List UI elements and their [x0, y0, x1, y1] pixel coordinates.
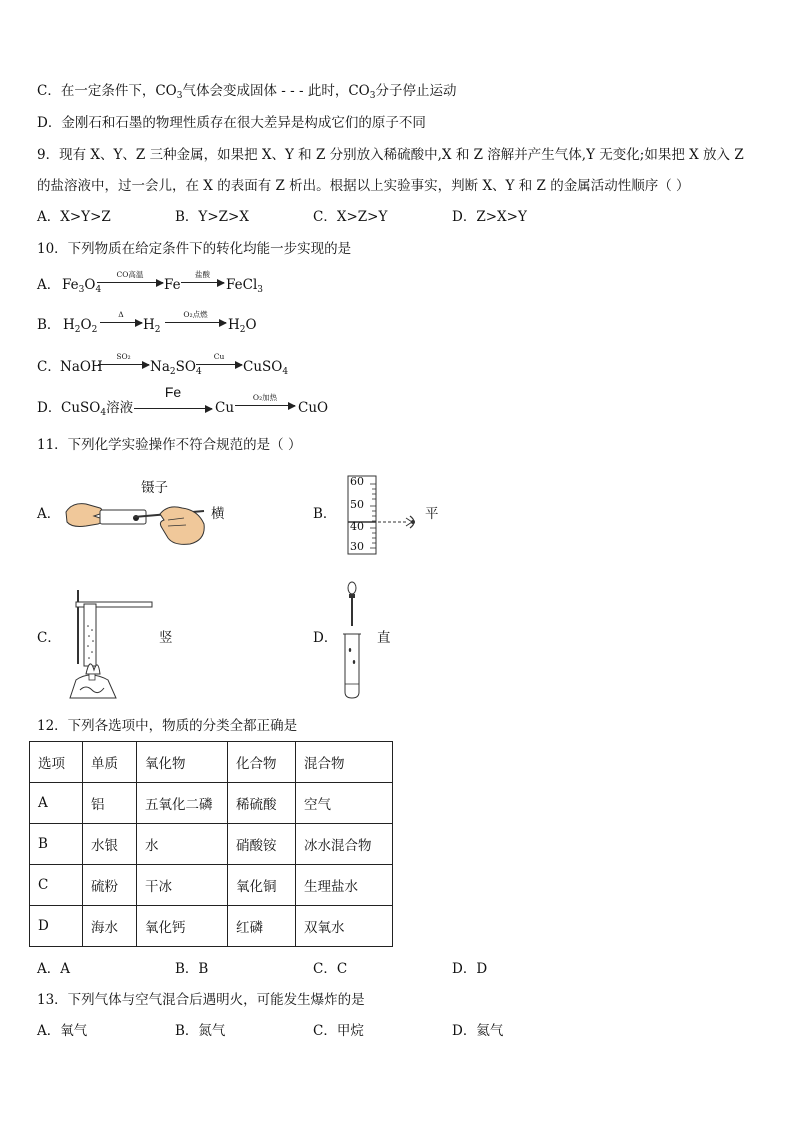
- q13-option-c: C．甲烷: [313, 1023, 364, 1039]
- q11-b-tick-60: 60: [350, 475, 364, 488]
- q13-option-d: D．氦气: [452, 1023, 504, 1039]
- table-row: [30, 783, 393, 824]
- table-header-row: [30, 742, 393, 783]
- q10-d-start: CuSO$_4$溶液: [61, 400, 134, 418]
- q11-d-label: D．: [313, 630, 338, 646]
- table-cell: 冰水混合物: [296, 824, 393, 865]
- dropper-icon: [348, 582, 356, 594]
- test-tube-icon: [84, 604, 96, 666]
- q10-a-mid: Fe: [164, 277, 181, 293]
- q13-option-b: B．氮气: [175, 1023, 226, 1039]
- table-cell: 氧化钙: [137, 906, 228, 947]
- table-header-cell: 氧化物: [137, 742, 228, 783]
- q10-c-mid: $Na_2SO_4$: [150, 359, 202, 377]
- q11-c-figure: [62, 586, 158, 700]
- table-cell: 硫粉: [83, 865, 137, 906]
- table-cell: 海水: [83, 906, 137, 947]
- q10-a-cond2: 盐酸: [195, 270, 210, 279]
- q12-option-c: C．C: [313, 961, 348, 977]
- q11-d-word: 直: [377, 630, 391, 646]
- q13-stem: 13．下列气体与空气混合后遇明火，可能发生爆炸的是: [37, 992, 365, 1008]
- q11-b-tick-30: 30: [350, 540, 364, 553]
- table-header-cell: 选项: [30, 742, 83, 783]
- q8-option-d: D．金刚石和石墨的物理性质存在很大差异是构成它们的原子不同: [37, 115, 426, 131]
- q10-b-mid: $H_2$: [143, 317, 161, 335]
- table-cell: A: [30, 783, 83, 824]
- q11-stem: 11．下列化学实验操作不符合规范的是（ ）: [37, 437, 302, 453]
- q10-d-label: D．: [37, 400, 62, 416]
- q9-stem-line2: 的盐溶液中，过一会儿，在 X 的表面有 Z 析出。根据以上实验事实，判断 X、Y 和 Z 的金属活动性顺序（ ）: [37, 178, 690, 194]
- q10-b-label: B．: [37, 317, 61, 333]
- q8-option-c: C．在一定条件下，$CO_3$气体会变成固体 - - - 此时，$CO_3$分子停止运动: [37, 83, 457, 101]
- table-cell: 稀硫酸: [228, 783, 296, 824]
- q10-c-cond2: Cu: [213, 352, 225, 361]
- table-cell: 红磷: [228, 906, 296, 947]
- q11-b-tick-50: 50: [350, 498, 364, 511]
- q12-stem: 12．下列各选项中，物质的分类全都正确是: [37, 718, 298, 734]
- q10-stem: 10．下列物质在给定条件下的转化均能一步实现的是: [37, 241, 352, 257]
- table-cell: 硝酸铵: [228, 824, 296, 865]
- table-header-cell: 单质: [83, 742, 137, 783]
- q10-a-label: A．: [37, 277, 61, 293]
- q11-b-tick-40: 40: [350, 520, 364, 533]
- q12-option-b: B．B: [175, 961, 209, 977]
- q10-c-label: C．: [37, 359, 61, 375]
- q10-a-end: FeCl$_3$: [226, 277, 263, 295]
- q10-b-start: $H_2O_2$: [63, 317, 98, 335]
- table-cell: B: [30, 824, 83, 865]
- q10-d-mid: Cu: [215, 400, 235, 416]
- table-row: [30, 865, 393, 906]
- q13-option-a: A．氧气: [37, 1023, 88, 1039]
- q11-c-label: C．: [37, 630, 61, 646]
- q10-c-end: CuSO$_4$: [243, 359, 289, 377]
- q10-d-cond2: O₂加热: [252, 393, 278, 402]
- table-cell: 五氧化二磷: [137, 783, 228, 824]
- left-hand-icon: [66, 504, 102, 527]
- table-cell: 铝: [83, 783, 137, 824]
- q9-option-a: A．X>Y>Z: [37, 209, 111, 225]
- q9-stem-line1: 9．现有 X、Y、Z 三种金属，如果把 X、Y 和 Z 分别放入稀硫酸中,X 和 Z 溶解并产生气体,Y 无变化;如果把 X 放入 Z: [37, 147, 744, 163]
- table-cell: 双氧水: [296, 906, 393, 947]
- q11-a-tool-label: 镊子: [141, 480, 168, 496]
- table-cell: 干冰: [137, 865, 228, 906]
- q12-option-d: D．D: [452, 961, 488, 977]
- q10-b-end: $H_2O$: [228, 317, 257, 335]
- q10-a-start: $Fe_3O_4$: [62, 277, 102, 295]
- q10-d-cond1: Fe: [164, 384, 182, 400]
- q10-c-start: NaOH: [60, 359, 103, 375]
- q9-option-c: C．X>Z>Y: [313, 209, 388, 225]
- table-cell: D: [30, 906, 83, 947]
- q10-b-cond2: O₂点燃: [183, 310, 208, 319]
- table-cell: 氧化铜: [228, 865, 296, 906]
- q12-option-a: A．A: [37, 961, 70, 977]
- q11-a-word: 横: [211, 506, 225, 522]
- q11-b-word: 平: [425, 506, 439, 522]
- table-cell: 水: [137, 824, 228, 865]
- q11-c-word: 竖: [159, 630, 173, 646]
- q11-a-label: A．: [37, 506, 61, 522]
- table-cell: 生理盐水: [296, 865, 393, 906]
- q10-c-cond1: SO₂: [116, 352, 131, 361]
- table-row: [30, 906, 393, 947]
- table-row: [30, 824, 393, 865]
- q10-d-end: CuO: [298, 400, 329, 416]
- table-cell: C: [30, 865, 83, 906]
- q9-option-b: B．Y>Z>X: [175, 209, 249, 225]
- table-cell: 水银: [83, 824, 137, 865]
- table-cell: 空气: [296, 783, 393, 824]
- q11-a-figure: [64, 494, 210, 548]
- table-header-cell: 混合物: [296, 742, 393, 783]
- test-tube-icon: [345, 634, 359, 698]
- q10-b-cond1: Δ: [118, 310, 124, 319]
- classification-table: [29, 741, 393, 947]
- q9-option-d: D．Z>X>Y: [452, 209, 527, 225]
- q11-d-figure: [340, 580, 368, 700]
- q11-b-label: B．: [313, 506, 337, 522]
- table-header-cell: 化合物: [228, 742, 296, 783]
- q10-a-cond1: CO高温: [116, 270, 144, 279]
